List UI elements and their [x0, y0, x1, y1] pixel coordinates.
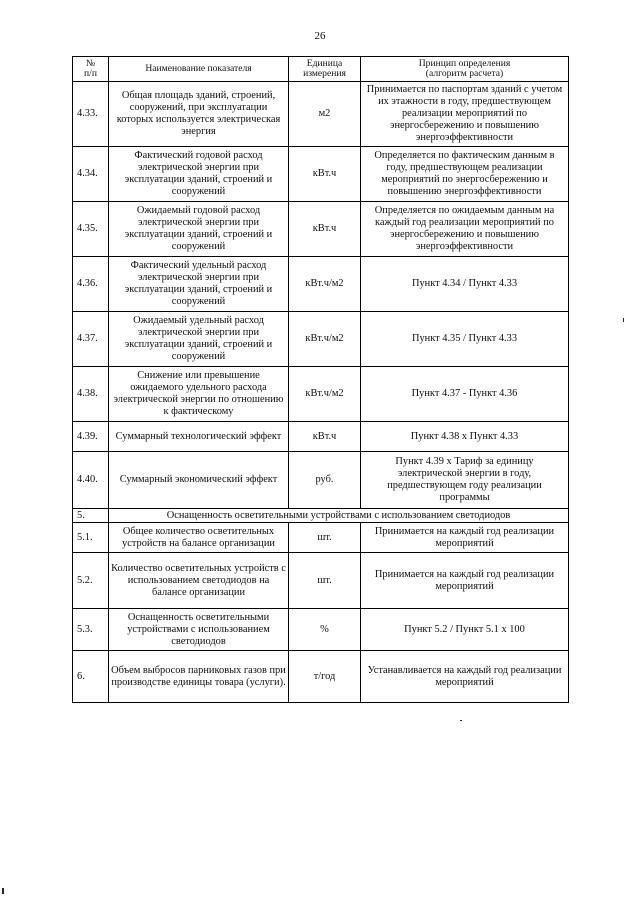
table-row [73, 257, 569, 312]
row-method: Пункт 4.35 / Пункт 4.33 [361, 312, 569, 367]
row-name: Количество осветительных устройств с использованием светодиодов на балансе организации [109, 553, 289, 609]
section-num: 5. [73, 509, 109, 523]
scan-speck [2, 888, 4, 894]
header-num: № п/п [73, 57, 109, 82]
row-name: Суммарный экономический эффект [109, 452, 289, 509]
row-num: 4.39. [73, 422, 109, 452]
row-method: Пункт 4.38 x Пункт 4.33 [361, 422, 569, 452]
header-name: Наименование показателя [109, 57, 289, 82]
table-row [73, 312, 569, 367]
table-row [73, 609, 569, 651]
table-row [73, 147, 569, 202]
page-number: 26 [314, 30, 326, 42]
table-row [73, 82, 569, 147]
header-unit: Единица измерения [289, 57, 361, 82]
row-unit: кВт.ч [289, 202, 361, 257]
row-num: 5.1. [73, 523, 109, 553]
row-unit: м2 [289, 82, 361, 147]
row-method: Принимается на каждый год реализации мероприятий [361, 553, 569, 609]
table-row [73, 422, 569, 452]
section-title: Оснащенность осветительными устройствами с использованием светодиодов [109, 509, 569, 523]
row-unit: шт. [289, 523, 361, 553]
scan-speck [623, 318, 624, 322]
row-unit: т/год [289, 651, 361, 703]
row-num: 5.2. [73, 553, 109, 609]
row-unit: кВт.ч [289, 422, 361, 452]
row-num: 4.36. [73, 257, 109, 312]
row-unit: кВт.ч/м2 [289, 367, 361, 422]
row-unit: шт. [289, 553, 361, 609]
row-unit: кВт.ч/м2 [289, 312, 361, 367]
row-name: Общая площадь зданий, строений, сооружений, при эксплуатации которых используется электрическая энергия [109, 82, 289, 147]
row-num: 4.34. [73, 147, 109, 202]
table-row [73, 553, 569, 609]
row-method: Принимается на каждый год реализации мероприятий [361, 523, 569, 553]
row-name: Объем выбросов парниковых газов при производстве единицы товара (услуги). [109, 651, 289, 703]
row-method: Принимается по паспортам зданий с учетом их этажности в году, предшествующем реализации мероприятий по энергосбережению и повышению энергоэффективности [361, 82, 569, 147]
row-num: 4.35. [73, 202, 109, 257]
row-num: 4.38. [73, 367, 109, 422]
indicators-table [72, 56, 569, 703]
row-unit: кВт.ч [289, 147, 361, 202]
row-name: Фактический удельный расход электрической энергии при эксплуатации зданий, строений и сооружений [109, 257, 289, 312]
table-row [73, 202, 569, 257]
row-num: 4.33. [73, 82, 109, 147]
row-method: Пункт 4.39 x Тариф за единицу электрической энергии в году, предшествующем году реализации программы [361, 452, 569, 509]
row-name: Снижение или превышение ожидаемого удельного расхода электрической энергии по отношению к фактическому [109, 367, 289, 422]
row-method: Определяется по ожидаемым данным на каждый год реализации мероприятий по энергосбережению и повышению энергоэффективности [361, 202, 569, 257]
row-num: 6. [73, 651, 109, 703]
scan-speck [460, 720, 462, 721]
row-num: 5.3. [73, 609, 109, 651]
table-row [73, 452, 569, 509]
row-method: Пункт 4.37 - Пункт 4.36 [361, 367, 569, 422]
row-name: Ожидаемый годовой расход электрической энергии при эксплуатации зданий, строений и сооружений [109, 202, 289, 257]
row-method: Пункт 4.34 / Пункт 4.33 [361, 257, 569, 312]
row-num: 4.40. [73, 452, 109, 509]
section-row [73, 509, 569, 523]
row-name: Суммарный технологический эффект [109, 422, 289, 452]
row-unit: кВт.ч/м2 [289, 257, 361, 312]
table-row [73, 523, 569, 553]
row-name: Оснащенность осветительными устройствами с использованием светодиодов [109, 609, 289, 651]
row-unit: руб. [289, 452, 361, 509]
row-unit: % [289, 609, 361, 651]
table-header-row [73, 57, 569, 82]
header-method: Принцип определения (алгоритм расчета) [361, 57, 569, 82]
table-row [73, 651, 569, 703]
row-name: Ожидаемый удельный расход электрической энергии при эксплуатации зданий, строений и сооружений [109, 312, 289, 367]
row-num: 4.37. [73, 312, 109, 367]
row-method: Определяется по фактическим данным в году, предшествующем реализации мероприятий по энергосбережению и повышению энергоэффективности [361, 147, 569, 202]
row-method: Устанавливается на каждый год реализации мероприятий [361, 651, 569, 703]
row-name: Фактический годовой расход электрической энергии при эксплуатации зданий, строений и сооружений [109, 147, 289, 202]
row-name: Общее количество осветительных устройств на балансе организации [109, 523, 289, 553]
table-row [73, 367, 569, 422]
row-method: Пункт 5.2 / Пункт 5.1 x 100 [361, 609, 569, 651]
